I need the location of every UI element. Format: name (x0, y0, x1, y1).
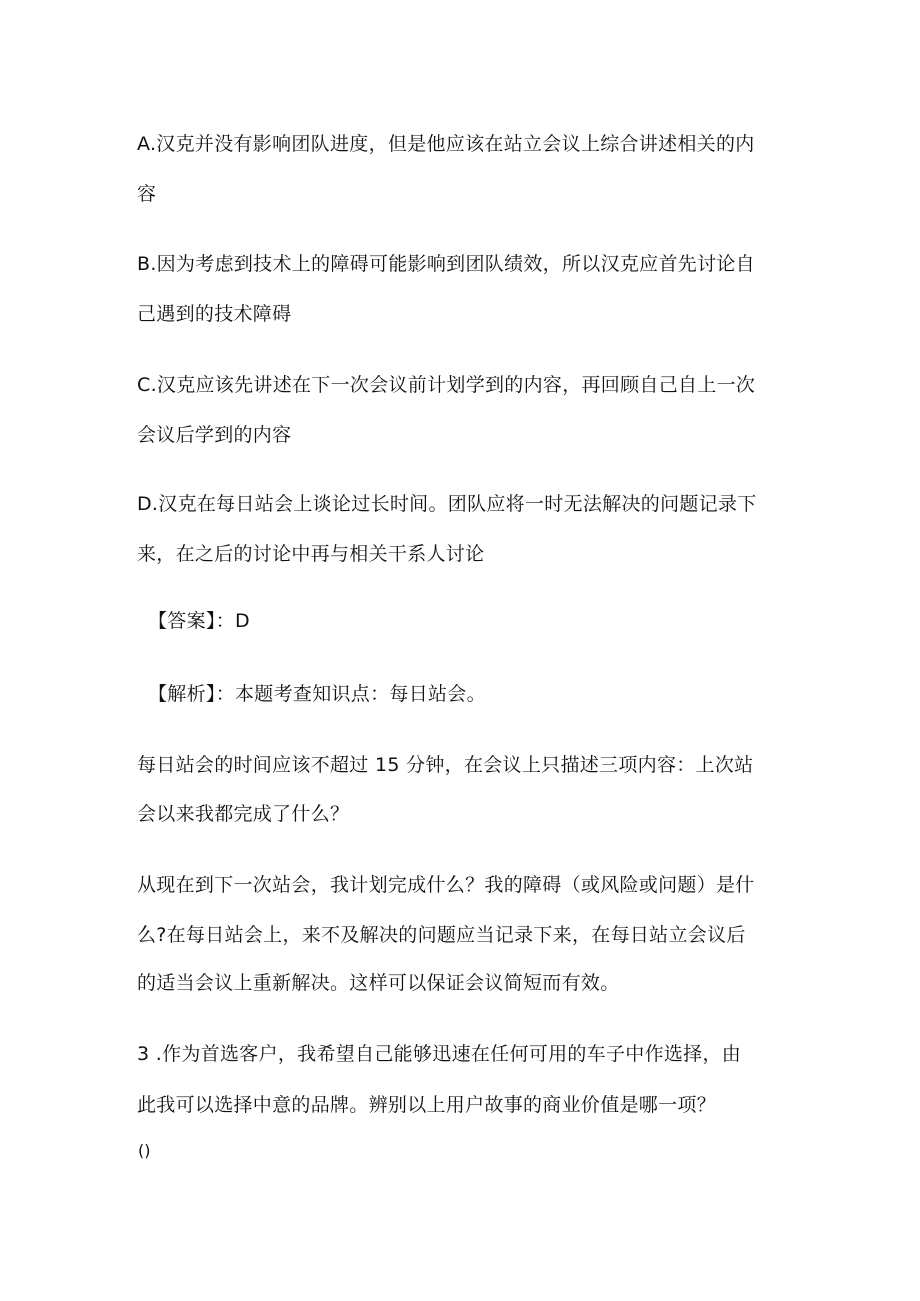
question-3-line-1: 3 .作为首选客户，我希望自己能够迅速在任何可用的车子中作选择，由 (137, 1043, 742, 1065)
explanation-p1-line-2: 会以来我都完成了什么？ (137, 803, 350, 825)
option-a-line-1: A.汉克并没有影响团队进度，但是他应该在站立会议上综合讲述相关的内 (137, 133, 755, 155)
option-d-line-1: D.汉克在每日站会上谈论过长时间。团队应将一时无法解决的问题记录下 (137, 493, 757, 515)
explanation-p2-line-1: 从现在到下一次站会，我计划完成什么？我的障碍（或风险或问题）是什 (137, 874, 755, 896)
option-b-line-1: B.因为考虑到技术上的障碍可能影响到团队绩效，所以汉克应首先讨论自 (137, 253, 755, 275)
option-d-line-2: 来，在之后的讨论中再与相关干系人讨论 (137, 543, 485, 565)
option-c-line-2: 会议后学到的内容 (137, 424, 292, 446)
option-c-line-1: C.汉克应该先讲述在下一次会议前计划学到的内容，再回顾自己自上一次 (137, 374, 756, 396)
answer-line: 【答案】：D (148, 610, 250, 632)
option-b-line-2: 己遇到的技术障碍 (137, 303, 292, 325)
explanation-p2-line-2: 么?在每日站会上，来不及解决的问题应当记录下来，在每日站立会议后 (137, 924, 746, 946)
question-3-line-2: 此我可以选择中意的品牌。辨别以上用户故事的商业价值是哪一项？ (137, 1094, 717, 1116)
explanation-p2-line-3: 的适当会议上重新解决。这样可以保证会议简短而有效。 (137, 972, 620, 994)
analysis-line: 【解析】：本题考查知识点：每日站会。 (148, 683, 486, 705)
explanation-p1-line-1: 每日站会的时间应该不超过 15 分钟，在会议上只描述三项内容：上次站 (137, 754, 754, 776)
question-3-answer-blank: () (138, 1141, 151, 1160)
option-a-line-2: 容 (137, 183, 157, 205)
